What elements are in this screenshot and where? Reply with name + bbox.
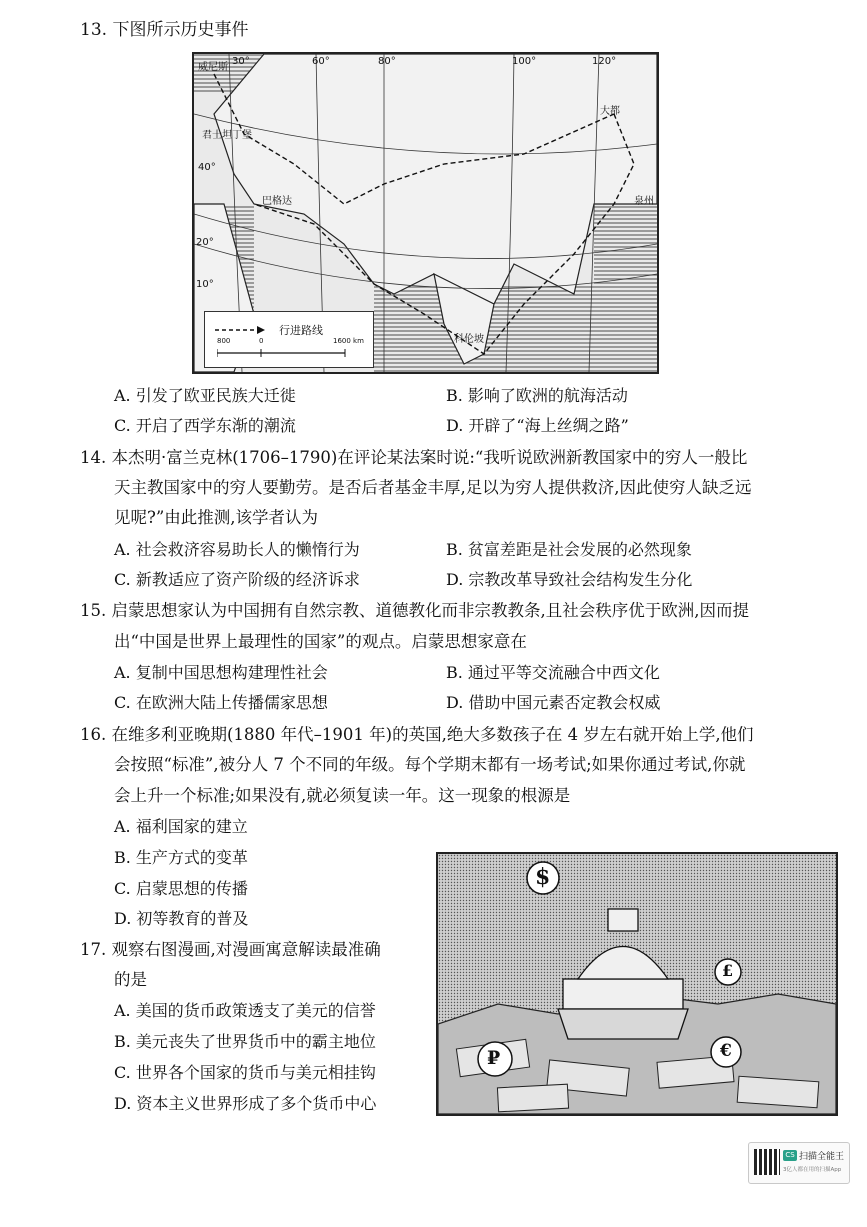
q17-option-a: A. 美国的货币政策透支了美元的信誉 bbox=[114, 1001, 376, 1020]
q13-option-b: B. 影响了欧洲的航海活动 bbox=[446, 386, 628, 405]
pacific-sea bbox=[594, 204, 657, 284]
q14-line-1: 14. 本杰明·富兰克林(1706–1790)在评论某法案时说:“我听说欧洲新教国家中的穷人一般比 bbox=[80, 448, 748, 467]
q14-line-3: 见呢?”由此推测,该学者认为 bbox=[114, 508, 319, 527]
dollar-sign-icon: $ bbox=[535, 864, 551, 890]
q16-option-a: A. 福利国家的建立 bbox=[114, 817, 248, 836]
indian-ocean bbox=[374, 284, 657, 372]
scanner-app-name: 扫描全能王 bbox=[799, 1152, 845, 1162]
q16-option-c: C. 启蒙思想的传播 bbox=[114, 879, 248, 898]
q14-option-a: A. 社会救济容易助长人的懒惰行为 bbox=[114, 540, 360, 559]
q14-option-d: D. 宗教改革导致社会结构发生分化 bbox=[446, 570, 693, 589]
q16-option-d: D. 初等教育的普及 bbox=[114, 909, 249, 928]
q15-option-d: D. 借助中国元素否定教会权威 bbox=[446, 693, 661, 712]
q16-line-1: 16. 在维多利亚晚期(1880 年代–1901 年)的英国,绝大多数孩子在 4 岁左右就开始上学,他们 bbox=[80, 725, 754, 744]
q13-map bbox=[192, 52, 659, 374]
q13-option-a: A. 引发了欧亚民族大迁徙 bbox=[114, 386, 296, 405]
label-lon-30: 30° bbox=[232, 56, 250, 67]
q13-title: 13. 下图所示历史事件 bbox=[80, 20, 249, 40]
label-venice: 威尼斯 bbox=[198, 62, 228, 73]
q16-line-2: 会按照“标准”,被分人 7 个不同的年级。每个学期末都有一场考试;如果你通过考试,你就 bbox=[114, 755, 746, 774]
map-legend bbox=[204, 311, 374, 368]
q17-line-2: 的是 bbox=[114, 970, 147, 989]
scanner-tagline: 3亿人都在用的扫描App bbox=[783, 1167, 842, 1173]
q17-option-d: D. 资本主义世界形成了多个货币中心 bbox=[114, 1094, 377, 1113]
label-constantinople: 君士坦丁堡 bbox=[202, 130, 252, 141]
q14-line-2: 天主教国家中的穷人要勤劳。是否后者基金丰厚,足以为穷人提供救济,因此使穷人缺乏远 bbox=[114, 478, 752, 497]
scale-bar bbox=[217, 349, 347, 357]
q16-option-b: B. 生产方式的变革 bbox=[114, 848, 248, 867]
label-lon-120: 120° bbox=[592, 56, 617, 67]
label-baghdad: 巴格达 bbox=[262, 196, 292, 207]
q15-line-1: 15. 启蒙思想家认为中国拥有自然宗教、道德教化而非宗教教条,且社会秩序优于欧洲,因而提 bbox=[80, 601, 749, 620]
q17-line-1: 17. 观察右图漫画,对漫画寓意解读最准确 bbox=[80, 940, 381, 959]
q17-option-c: C. 世界各个国家的货币与美元相挂钩 bbox=[114, 1063, 376, 1082]
q14-option-c: C. 新教适应了资产阶级的经济诉求 bbox=[114, 570, 360, 589]
scanner-logo: CS bbox=[783, 1150, 797, 1161]
cartoon-drawing bbox=[438, 854, 836, 1114]
scanner-watermark bbox=[748, 1142, 850, 1184]
label-lat-20: 20° bbox=[196, 237, 214, 248]
q13-option-c: C. 开启了西学东渐的潮流 bbox=[114, 416, 296, 435]
euro-sign-icon: € bbox=[720, 1041, 732, 1061]
qr-code-icon bbox=[754, 1149, 780, 1175]
q14-option-b: B. 贫富差距是社会发展的必然现象 bbox=[446, 540, 692, 559]
q17-option-b: B. 美元丧失了世界货币中的霸主地位 bbox=[114, 1032, 376, 1051]
label-quanzhou: 泉州 bbox=[634, 196, 654, 207]
label-lat-40: 40° bbox=[198, 162, 216, 173]
label-lon-100: 100° bbox=[512, 56, 537, 67]
label-colombo: 科伦坡 bbox=[454, 334, 484, 345]
q16-line-3: 会上升一个标准;如果没有,就必须复读一年。这一现象的根源是 bbox=[114, 786, 571, 805]
q13-option-d: D. 开辟了“海上丝绸之路” bbox=[446, 416, 629, 435]
scale-left: 800 bbox=[217, 337, 231, 345]
q15-option-c: C. 在欧洲大陆上传播儒家思想 bbox=[114, 693, 328, 712]
scale-right: 1600 km bbox=[333, 337, 364, 345]
q15-option-a: A. 复制中国思想构建理性社会 bbox=[114, 663, 328, 682]
label-lat-10: 10° bbox=[196, 279, 214, 290]
label-lon-80: 80° bbox=[378, 56, 396, 67]
pound-sign-icon: £ bbox=[722, 961, 734, 980]
scale-zero: 0 bbox=[259, 337, 264, 345]
q15-line-2: 出“中国是世界上最理性的国家”的观点。启蒙思想家意在 bbox=[114, 632, 527, 651]
label-dadu: 大都 bbox=[600, 106, 620, 117]
ruble-sign-icon: ₽ bbox=[487, 1047, 501, 1069]
legend-route-icon bbox=[215, 326, 265, 334]
q17-cartoon bbox=[436, 852, 838, 1116]
label-lon-60: 60° bbox=[312, 56, 330, 67]
legend-label: 行进路线 bbox=[279, 324, 323, 337]
q15-option-b: B. 通过平等交流融合中西文化 bbox=[446, 663, 660, 682]
